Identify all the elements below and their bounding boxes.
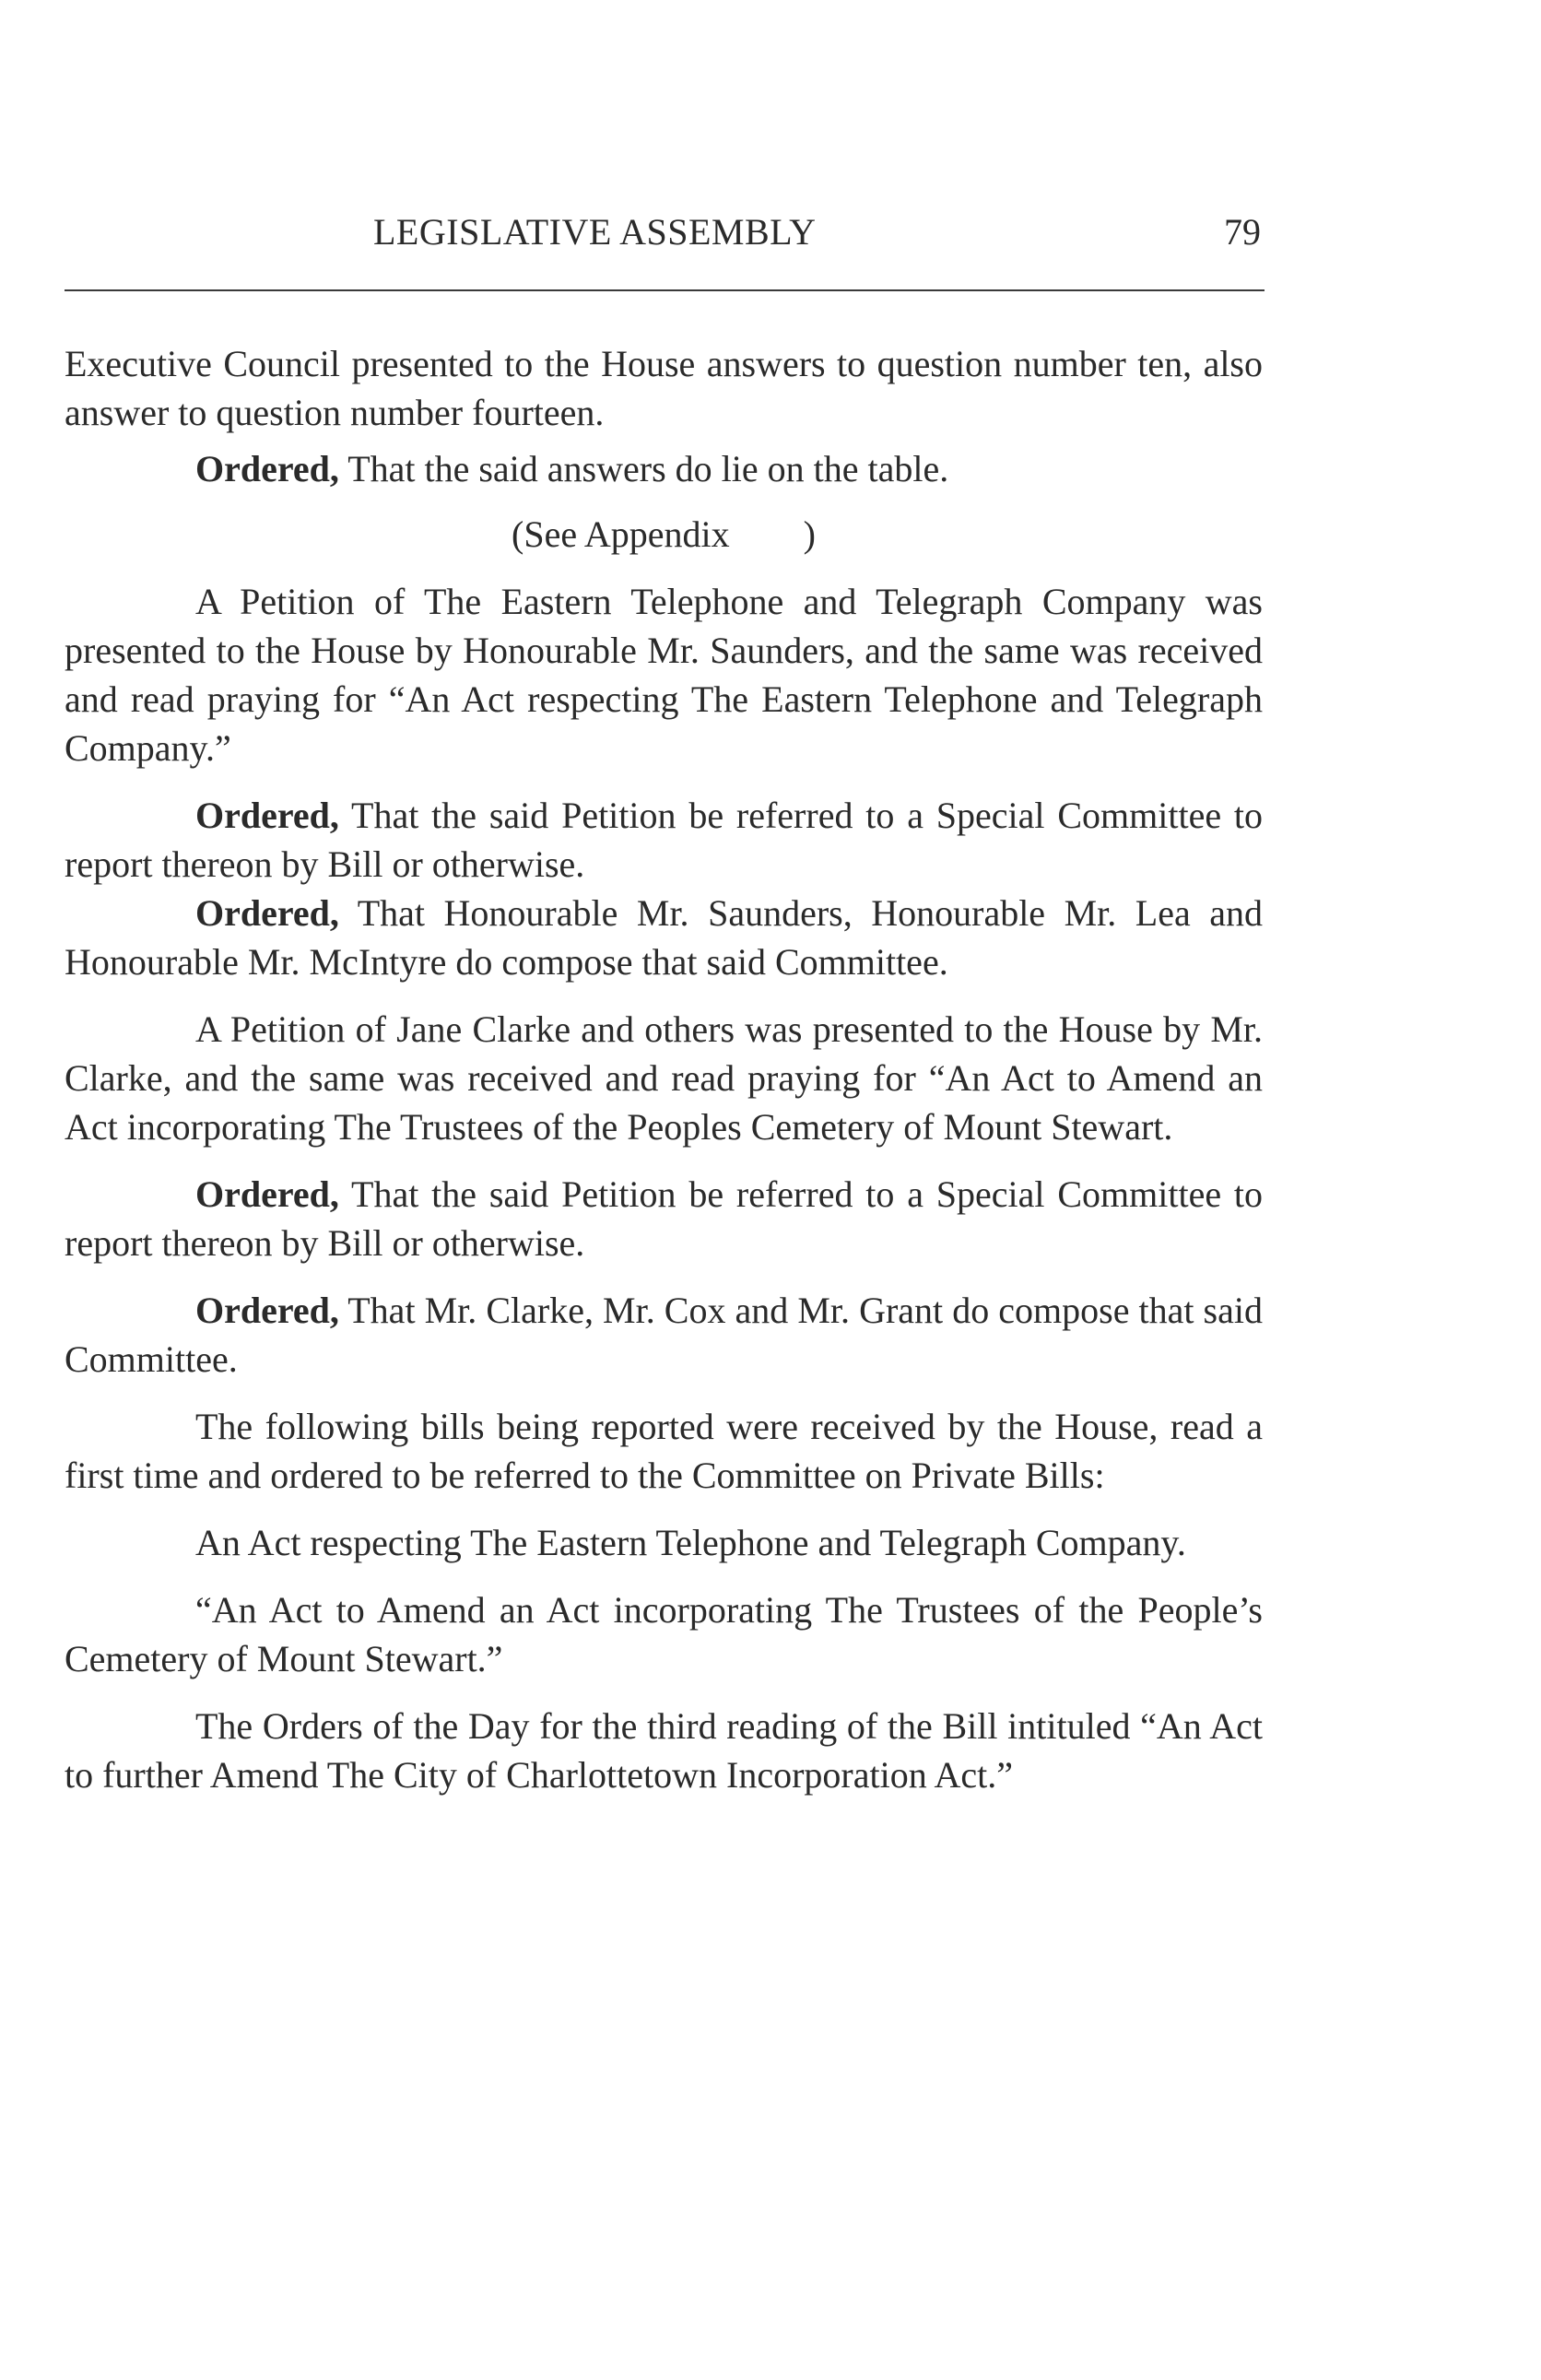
ordered-text: That the said Petition be referred to a Special Committee to report thereon by Bill or otherwise. bbox=[65, 795, 1264, 885]
paragraph-ordered-answers bbox=[65, 444, 1263, 493]
header-rule bbox=[65, 289, 1265, 291]
page-number: 79 bbox=[1224, 211, 1261, 253]
bill-item-telephone: An Act respecting The Eastern Telephone and Telegraph Company. bbox=[195, 1522, 1186, 1563]
paragraph-bills-reported: The following bills being reported were received by the House, read a first time and ordered to be referred to the Committee on Private Bills: bbox=[65, 1406, 1263, 1496]
ordered-text: That Honourable Mr. Saunders, Honourable Mr. Lea and Honourable Mr. McIntyre do compose that said Committee. bbox=[65, 892, 1263, 983]
ordered-label: Ordered, bbox=[195, 1290, 339, 1331]
paragraph-ordered-committee-1 bbox=[65, 889, 1263, 986]
page-title: LEGISLATIVE ASSEMBLY bbox=[373, 211, 817, 253]
ordered-label: Ordered, bbox=[195, 795, 339, 836]
paragraph-orders-of-day: The Orders of the Day for the third reading of the Bill intituled “An Act to further Amend The City of Charlottetown Incorporation Act.” bbox=[65, 1705, 1263, 1796]
ordered-text: That the said answers do lie on the table. bbox=[347, 448, 949, 489]
ordered-text: That Mr. Clarke, Mr. Cox and Mr. Grant do compose that said Committee. bbox=[65, 1290, 1263, 1380]
running-header bbox=[65, 210, 1263, 275]
ordered-label: Ordered, bbox=[195, 1173, 339, 1215]
ordered-text: That the said Petition be referred to a Special Committee to report thereon by Bill or otherwise. bbox=[65, 1173, 1264, 1264]
ordered-label: Ordered, bbox=[195, 448, 339, 489]
ordered-label: Ordered, bbox=[195, 892, 339, 934]
see-appendix-note: (See Appendix ) bbox=[512, 513, 816, 555]
paragraph-petition-telephone: A Petition of The Eastern Telephone and Telegraph Company was presented to the House by Honourable Mr. Saunders, and the same was received and read praying for “An Act respecting The Eastern Telephone and Telegraph Company.” bbox=[65, 581, 1263, 769]
paragraph-executive-council: Executive Council presented to the House answers to question number ten, also answer to question number fourteen. bbox=[65, 343, 1263, 433]
paragraph-petition-cemetery: A Petition of Jane Clarke and others was presented to the House by Mr. Clarke, and the same was received and read praying for “An Act to Amend an Act incorporating The Trustees of the Peoples Cemetery of Mount Stewart. bbox=[65, 1008, 1263, 1148]
paragraph-ordered-referred-1 bbox=[65, 791, 1263, 889]
paragraph-ordered-referred-2 bbox=[65, 1170, 1263, 1267]
paragraph-ordered-committee-2 bbox=[65, 1286, 1263, 1384]
bill-item-cemetery: “An Act to Amend an Act incorporating The Trustees of the People’s Cemetery of Mount Stewart.” bbox=[65, 1589, 1263, 1679]
page-body bbox=[65, 339, 1263, 1799]
